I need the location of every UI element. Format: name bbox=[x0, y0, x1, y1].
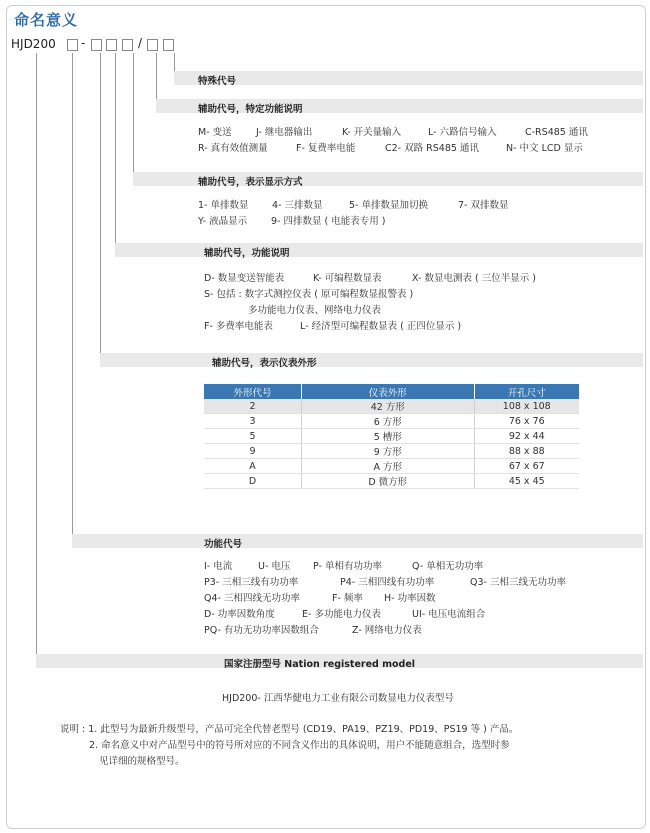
function-item: Q- 单相无功功率 bbox=[412, 561, 484, 572]
code-box-special-function bbox=[122, 39, 133, 51]
function-item: U- 电压 bbox=[258, 561, 291, 572]
connector-line-national bbox=[36, 53, 37, 661]
section-label-function: 功能代号 bbox=[204, 539, 243, 550]
cell-shape: 9 方形 bbox=[302, 444, 475, 459]
aux-function-item: F- 多费率电能表 bbox=[204, 321, 273, 332]
cell-cutout: 92 x 44 bbox=[474, 429, 579, 444]
section-label-aux-shape: 辅助代号，表示仪表外形 bbox=[212, 358, 317, 369]
aux-function-line: 多功能电力仪表、网络电力仪表 bbox=[248, 305, 382, 316]
table-row bbox=[204, 399, 579, 414]
section-label-aux-function: 辅助代号，功能说明 bbox=[204, 248, 290, 259]
aux-special-item: J- 继电器输出 bbox=[256, 127, 313, 138]
aux-special-item: L- 六路信号输入 bbox=[428, 127, 497, 138]
function-item: E- 多功能电力仪表 bbox=[302, 609, 381, 620]
section-label-aux-display: 辅助代号，表示显示方式 bbox=[198, 177, 303, 188]
section-bar-aux-shape bbox=[100, 353, 643, 367]
cell-shape-code: 3 bbox=[204, 414, 302, 429]
model-dash: - bbox=[81, 36, 86, 50]
aux-display-item: 7- 双排数显 bbox=[458, 200, 509, 211]
table-row bbox=[204, 444, 579, 459]
function-item: P3- 三相三线有功功率 bbox=[204, 577, 299, 588]
cell-cutout: 108 x 108 bbox=[474, 399, 579, 414]
function-item: Q4- 三相四线无功功率 bbox=[204, 593, 300, 604]
note-line-1: 说明 : 1. 此型号为最新升级型号，产品可完全代替老型号 (CD19、PA19、PZ19、PD19、PS19 等 ) 产品。 bbox=[60, 724, 519, 735]
function-item: I- 电流 bbox=[204, 561, 233, 572]
aux-special-item: R- 真有效值测量 bbox=[198, 143, 268, 154]
function-item: UI- 电压电流组合 bbox=[412, 609, 486, 620]
section-label-national: 国家注册型号 Nation registered model bbox=[224, 659, 416, 670]
shape-table-header bbox=[204, 384, 579, 399]
cell-shape: 42 方形 bbox=[302, 399, 475, 414]
cell-shape: 5 槽形 bbox=[302, 429, 475, 444]
function-item: P- 单相有功功率 bbox=[313, 561, 382, 572]
note-line-3: 见详细的规格型号。 bbox=[99, 756, 185, 767]
cell-shape-code: D bbox=[204, 474, 302, 489]
table-row bbox=[204, 429, 579, 444]
section-label-special: 特殊代号 bbox=[198, 76, 237, 87]
aux-function-item: L- 经济型可编程数显表 ( 正四位显示 ) bbox=[300, 321, 462, 332]
cell-shape-code: A bbox=[204, 459, 302, 474]
section-bar-special bbox=[174, 71, 643, 85]
function-item: Q3- 三相三线无功功率 bbox=[470, 577, 566, 588]
note-line-2: 2. 命名意义中对产品型号中的符号所对应的不同含义作出的具体说明，用户不能随意组合，选型时参 bbox=[89, 740, 510, 751]
function-item: H- 功率因数 bbox=[384, 593, 436, 604]
aux-display-item: 9- 四排数显 ( 电能表专用 ) bbox=[271, 216, 386, 227]
section-bar-function bbox=[72, 534, 643, 548]
section-label-aux-special: 辅助代号，特定功能说明 bbox=[198, 104, 303, 115]
aux-display-item: 5- 单排数显加切换 bbox=[349, 200, 428, 211]
cell-cutout: 76 x 76 bbox=[474, 414, 579, 429]
model-slash: / bbox=[138, 36, 143, 50]
cell-shape-code: 2 bbox=[204, 399, 302, 414]
aux-function-item: D- 数显变送智能表 bbox=[204, 273, 285, 284]
aux-display-item: 4- 三排数显 bbox=[272, 200, 323, 211]
aux-display-item: 1- 单排数显 bbox=[198, 200, 249, 211]
code-box-shape bbox=[67, 39, 78, 51]
aux-function-item: K- 可编程数显表 bbox=[313, 273, 382, 284]
code-box-special-2 bbox=[163, 39, 174, 51]
connector-line-display bbox=[133, 53, 134, 183]
table-row bbox=[204, 474, 579, 489]
aux-special-item: F- 复费率电能 bbox=[296, 143, 356, 154]
table-row bbox=[204, 459, 579, 474]
aux-special-item: M- 变送 bbox=[198, 127, 232, 138]
cell-shape-code: 9 bbox=[204, 444, 302, 459]
cell-shape: A 方形 bbox=[302, 459, 475, 474]
aux-special-item: K- 开关量输入 bbox=[342, 127, 402, 138]
connector-line-function bbox=[72, 53, 73, 541]
code-box-function bbox=[91, 39, 102, 51]
function-item: F- 频率 bbox=[332, 593, 363, 604]
page-title: 命名意义 bbox=[14, 11, 79, 29]
header-shape: 仪表外形 bbox=[302, 384, 475, 399]
code-box-special-1 bbox=[147, 39, 158, 51]
aux-special-item: C2- 双路 RS485 通讯 bbox=[385, 143, 479, 154]
table-row bbox=[204, 414, 579, 429]
model-prefix: HJD200 bbox=[11, 37, 56, 51]
header-shape-code: 外形代号 bbox=[204, 384, 302, 399]
cell-cutout: 88 x 88 bbox=[474, 444, 579, 459]
aux-special-item: C-RS485 通讯 bbox=[525, 127, 588, 138]
connector-line-shape bbox=[100, 53, 101, 361]
cell-shape: 6 方形 bbox=[302, 414, 475, 429]
aux-function-line: S- 包括 : 数字式测控仪表 ( 原可编程数显报警表 ) bbox=[204, 289, 414, 300]
cell-shape-code: 5 bbox=[204, 429, 302, 444]
connector-line-aux-function bbox=[115, 53, 116, 253]
function-item: Z- 网络电力仪表 bbox=[352, 625, 422, 636]
cell-shape: D 微方形 bbox=[302, 474, 475, 489]
shape-table bbox=[204, 384, 579, 489]
function-item: D- 功率因数角度 bbox=[204, 609, 275, 620]
function-item: P4- 三相四线有功功率 bbox=[340, 577, 435, 588]
aux-function-item: X- 数显电测表 ( 三位半显示 ) bbox=[412, 273, 536, 284]
section-bar-aux-function bbox=[115, 243, 643, 257]
header-cutout: 开孔尺寸 bbox=[474, 384, 579, 399]
code-box-display bbox=[106, 39, 117, 51]
cell-cutout: 67 x 67 bbox=[474, 459, 579, 474]
aux-special-item: N- 中文 LCD 显示 bbox=[506, 143, 583, 154]
cell-cutout: 45 x 45 bbox=[474, 474, 579, 489]
function-item: PQ- 有功无功功率因数组合 bbox=[204, 625, 319, 636]
aux-display-item: Y- 液晶显示 bbox=[198, 216, 248, 227]
company-line: HJD200- 江西华健电力工业有限公司数显电力仪表型号 bbox=[222, 693, 454, 704]
